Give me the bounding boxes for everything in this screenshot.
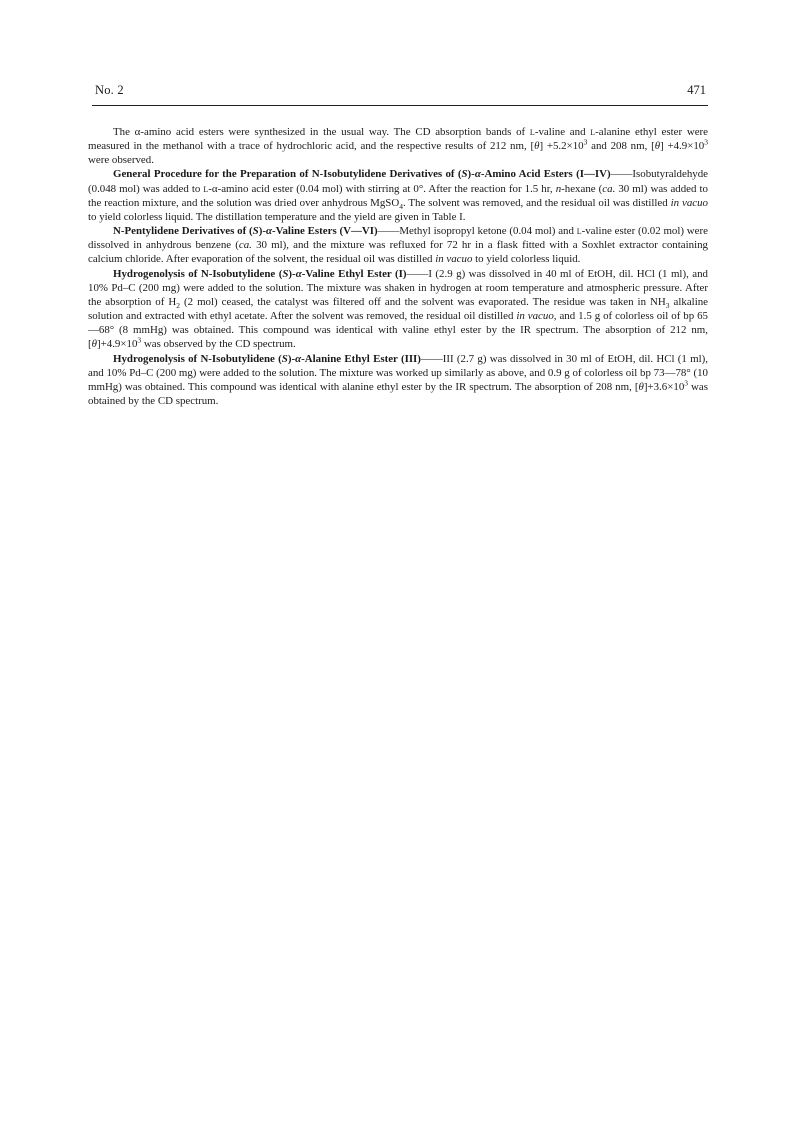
paragraph-text: ——Isobutyraldehyde (0.048 mol) was added to l-α-amino acid ester (0.04 mol) with stirring at 0°. After the reaction for 1.5 hr, n-hexane (ca. 30 ml) was added to the reaction mixture, and the solution was dried over anhydrous MgSO$_4$. The solvent was removed, and the residual oil was distilled in vacuo to yield colorless liquid. The distillation temperature and the yield are given in Table I.: [88, 168, 708, 223]
paragraph-hydrogenolysis-valine: [88, 267, 708, 352]
paragraph-general-procedure: [88, 167, 708, 224]
journal-issue: No. 2: [95, 83, 124, 97]
header-rule: [92, 105, 708, 106]
paragraph-heading: General Procedure for the Preparation of N-Isobutylidene Derivatives of (S)-α-Amino Acid Esters (I—IV): [113, 168, 611, 181]
paragraph-heading: N-Pentylidene Derivatives of (S)-α-Valine Esters (V—VI): [113, 225, 378, 238]
paragraph-pentylidene: [88, 224, 708, 266]
paragraph-hydrogenolysis-alanine: [88, 352, 708, 409]
article-body: [88, 125, 708, 408]
paragraph-intro: [88, 125, 708, 167]
paragraph-heading: Hydrogenolysis of N-Isobutylidene (S)-α-Alanine Ethyl Ester (III): [113, 352, 421, 365]
paragraph-text: The α-amino acid esters were synthesized in the usual way. The CD absorption bands of l-valine and l-alanine ethyl ester were measured in the methanol with a trace of hydrochloric acid, and the respective results of 212 nm, $[\theta] +5.2\times 10^3$ and 208 nm, $[\theta] +4.9\times 10^3$ were observed.: [88, 126, 708, 167]
paragraph-text: ——Methyl isopropyl ketone (0.04 mol) and l-valine ester (0.02 mol) were dissolved in anhydrous benzene (ca. 30 ml), and the mixture was refluxed for 72 hr in a flask fitted with a Soxhlet extractor containing calcium chloride. After evaporation of the solvent, the residual oil was distilled in vacuo to yield colorless liquid.: [88, 225, 708, 266]
paragraph-heading: Hydrogenolysis of N-Isobutylidene (S)-α-Valine Ethyl Ester (I): [113, 267, 407, 280]
page-number: 471: [687, 83, 706, 97]
paragraph-text: ——I (2.9 g) was dissolved in 40 ml of EtOH, dil. HCl (1 ml), and 10% Pd–C (200 mg) were added to the solution. The mixture was shaken in hydrogen at room temperature and atmospheric pressure. After the absorption of $H_2$ (2 mol) ceased, the catalyst was filtered off and the solvent was evaporated. The residue was taken in $NH_3$ alkaline solution and extracted with ethyl acetate. After the solvent was removed, the residual oil distilled in vacuo, and 1.5 g of colorless oil of bp 65—68° (8 mmHg) was obtained. This compound was identical with valine ethyl ester by the IR spectrum. The absorption of 212 nm, $[\theta]+4.9\times 10^3$ was observed by the CD spectrum.: [88, 267, 709, 351]
paragraph-text: ——III (2.7 g) was dissolved in 30 ml of EtOH, dil. HCl (1 ml), and 10% Pd–C (200 mg) were added to the solution. The mixture was worked up similarly as above, and 0.9 g of colorless oil bp 73—78° (10 mmHg) was obtained. This compound was identical with alanine ethyl ester by the IR spectrum. The absorption of 208 nm, $[\theta]+3.6\times 10^3$ was obtained by the CD spectrum.: [88, 352, 709, 407]
